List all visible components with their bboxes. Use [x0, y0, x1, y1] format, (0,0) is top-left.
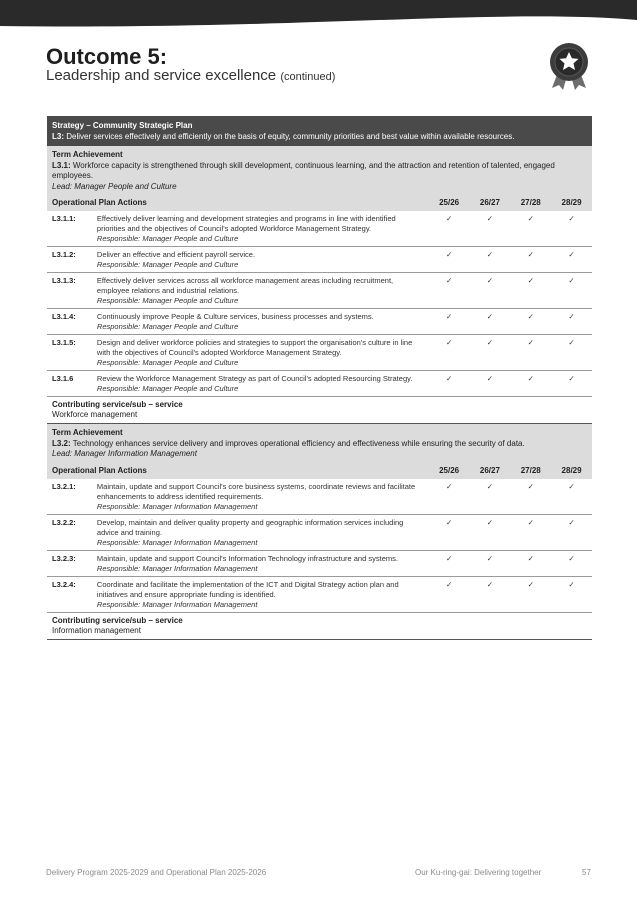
- check-icon: ✓: [429, 550, 470, 576]
- check-icon: ✓: [429, 211, 470, 247]
- action-description: [92, 514, 429, 550]
- check-icon: ✓: [470, 335, 511, 371]
- check-icon: ✓: [429, 479, 470, 515]
- action-text: Design and deliver workforce policies and strategies to support the organisation's culture in line with the objectives of Council's adopted Workforce Management Strategy.: [96, 338, 413, 357]
- year-header: 26/27: [470, 195, 511, 211]
- action-description: [92, 309, 429, 335]
- page-title: Outcome 5:: [46, 44, 168, 69]
- check-icon: ✓: [470, 273, 511, 309]
- subtitle-text: Leadership and service excellence: [46, 67, 277, 84]
- check-icon: ✓: [551, 273, 592, 309]
- contributing-service: [47, 613, 592, 640]
- check-icon: ✓: [470, 514, 511, 550]
- check-icon: ✓: [551, 514, 592, 550]
- check-icon: ✓: [470, 550, 511, 576]
- action-text: Continuously improve People & Culture services, business processes and systems.: [96, 312, 374, 321]
- actions-table: [47, 195, 592, 397]
- page-subtitle: [46, 67, 335, 84]
- check-icon: ✓: [429, 576, 470, 612]
- action-responsible: Responsible: Manager Information Management: [96, 537, 258, 547]
- action-code: L3.1.1:: [47, 211, 92, 247]
- action-code: L3.2.3:: [47, 550, 92, 576]
- action-description: [92, 335, 429, 371]
- term-description: Workforce capacity is strengthened through skill development, continuous learning, and the attraction and retention of talented, engaged employees.: [52, 160, 555, 180]
- check-icon: ✓: [510, 514, 551, 550]
- check-icon: ✓: [551, 576, 592, 612]
- strategy-code: L3:: [52, 132, 64, 141]
- check-icon: ✓: [429, 247, 470, 273]
- contributing-heading: Contributing service/sub – service: [52, 615, 183, 625]
- check-icon: ✓: [429, 371, 470, 397]
- action-responsible: Responsible: Manager People and Culture: [96, 384, 239, 393]
- check-icon: ✓: [551, 550, 592, 576]
- year-header: 26/27: [470, 463, 511, 479]
- actions-table: [47, 463, 592, 613]
- footer-document-title: Delivery Program 2025-2029 and Operational Plan 2025-2026: [46, 868, 267, 877]
- table-row: [47, 211, 592, 247]
- action-text: Develop, maintain and deliver quality property and geographic information services including advice and training.: [96, 517, 404, 537]
- action-description: [92, 479, 429, 515]
- term-lead: Lead: Manager Information Management: [52, 449, 197, 458]
- term-code: L3.1:: [52, 160, 71, 170]
- action-text: Review the Workforce Management Strategy as part of Council's adopted Resourcing Strategy.: [96, 374, 413, 383]
- table-row: [47, 514, 592, 550]
- action-responsible: Responsible: Manager People and Culture: [96, 296, 239, 305]
- action-responsible: Responsible: Manager People and Culture: [96, 322, 239, 331]
- check-icon: ✓: [510, 479, 551, 515]
- check-icon: ✓: [510, 371, 551, 397]
- action-description: [92, 550, 429, 576]
- term-heading: Term Achievement: [52, 428, 123, 437]
- check-icon: ✓: [510, 550, 551, 576]
- action-code: L3.1.4:: [47, 309, 92, 335]
- year-header: 25/26: [429, 195, 470, 211]
- contributing-heading: Contributing service/sub – service: [52, 400, 183, 409]
- check-icon: ✓: [429, 514, 470, 550]
- action-responsible: Responsible: Manager Information Management: [96, 563, 258, 573]
- year-header: 25/26: [429, 463, 470, 479]
- action-code: L3.1.2:: [47, 247, 92, 273]
- action-code: L3.1.3:: [47, 273, 92, 309]
- check-icon: ✓: [551, 335, 592, 371]
- check-icon: ✓: [510, 335, 551, 371]
- term-lead: Lead: Manager People and Culture: [52, 181, 177, 191]
- strategy-banner: [47, 116, 592, 146]
- action-code: L3.1.6: [47, 371, 92, 397]
- table-row: [47, 273, 592, 309]
- check-icon: ✓: [470, 371, 511, 397]
- footer-tagline: Our Ku-ring-gai: Delivering together: [415, 868, 542, 877]
- action-code: L3.2.1:: [47, 479, 92, 515]
- actions-header: Operational Plan Actions: [47, 195, 429, 211]
- strategy-text: [52, 131, 587, 142]
- year-header: 28/29: [551, 463, 592, 479]
- action-text: Maintain, update and support Council's core business systems, coordinate reviews and facilitate enhancements to address identified requirements.: [96, 481, 416, 501]
- table-row: [47, 371, 592, 397]
- term-achievement: [47, 146, 592, 195]
- check-icon: ✓: [470, 211, 511, 247]
- check-icon: ✓: [510, 309, 551, 335]
- check-icon: ✓: [551, 211, 592, 247]
- check-icon: ✓: [470, 309, 511, 335]
- footer-page-number: 57: [582, 868, 591, 877]
- term-text: [52, 161, 587, 182]
- action-responsible: Responsible: Manager People and Culture: [96, 358, 239, 367]
- term-heading: Term Achievement: [52, 150, 123, 159]
- check-icon: ✓: [551, 371, 592, 397]
- table-row: [47, 550, 592, 576]
- action-description: [92, 371, 429, 397]
- table-header-row: [47, 195, 592, 211]
- check-icon: ✓: [470, 247, 511, 273]
- action-responsible: Responsible: Manager People and Culture: [96, 260, 239, 269]
- table-row: [47, 247, 592, 273]
- term-text: [52, 439, 587, 450]
- check-icon: ✓: [551, 309, 592, 335]
- term-section: [47, 424, 592, 640]
- check-icon: ✓: [429, 273, 470, 309]
- action-text: Coordinate and facilitate the implementation of the ICT and Digital Strategy action plan and initiatives and ensure appropriate funding is identified.: [96, 579, 399, 599]
- action-responsible: Responsible: Manager People and Culture: [96, 234, 239, 243]
- star-ribbon-icon: [546, 42, 592, 90]
- action-text: Deliver an effective and efficient payroll service.: [96, 250, 256, 259]
- check-icon: ✓: [551, 247, 592, 273]
- contributing-text: Workforce management: [52, 410, 138, 419]
- strategy-description: Deliver services effectively and efficiently on the basis of equity, community priorities and best value within available resources.: [64, 132, 515, 141]
- action-responsible: Responsible: Manager Information Management: [96, 599, 258, 609]
- action-responsible: Responsible: Manager Information Management: [96, 501, 258, 511]
- year-header: 28/29: [551, 195, 592, 211]
- action-description: [92, 247, 429, 273]
- term-achievement: [47, 424, 592, 463]
- action-code: L3.2.2:: [47, 514, 92, 550]
- check-icon: ✓: [551, 479, 592, 515]
- strategy-heading: Strategy – Community Strategic Plan: [52, 121, 193, 130]
- contributing-text: Information management: [52, 625, 141, 635]
- action-code: L3.1.5:: [47, 335, 92, 371]
- check-icon: ✓: [429, 309, 470, 335]
- action-code: L3.2.4:: [47, 576, 92, 612]
- check-icon: ✓: [510, 247, 551, 273]
- actions-header: Operational Plan Actions: [47, 463, 429, 479]
- content-area: [47, 116, 592, 640]
- action-text: Effectively deliver services across all workforce management areas including recruitment, employee relations and industrial relations.: [96, 276, 394, 295]
- check-icon: ✓: [429, 335, 470, 371]
- subtitle-suffix: (continued): [280, 71, 336, 83]
- check-icon: ✓: [510, 211, 551, 247]
- action-text: Effectively deliver learning and development strategies and programs in line with identified priorities and the objectives of Council's adopted Workforce Management Strategy.: [96, 214, 396, 233]
- term-section: [47, 146, 592, 424]
- action-description: [92, 273, 429, 309]
- check-icon: ✓: [510, 576, 551, 612]
- table-header-row: [47, 463, 592, 479]
- action-description: [92, 576, 429, 612]
- check-icon: ✓: [470, 576, 511, 612]
- check-icon: ✓: [510, 273, 551, 309]
- term-code: L3.2:: [52, 438, 71, 448]
- table-row: [47, 335, 592, 371]
- header-band: [0, 0, 637, 30]
- sections-container: [47, 146, 592, 640]
- action-description: [92, 211, 429, 247]
- check-icon: ✓: [470, 479, 511, 515]
- year-header: 27/28: [510, 195, 551, 211]
- action-text: Maintain, update and support Council's Information Technology infrastructure and systems.: [96, 553, 398, 563]
- table-row: [47, 309, 592, 335]
- term-description: Technology enhances service delivery and improves operational efficiency and effectiveness while ensuring the security of data.: [70, 438, 525, 448]
- table-row: [47, 479, 592, 515]
- year-header: 27/28: [510, 463, 551, 479]
- table-row: [47, 576, 592, 612]
- contributing-service: [47, 397, 592, 424]
